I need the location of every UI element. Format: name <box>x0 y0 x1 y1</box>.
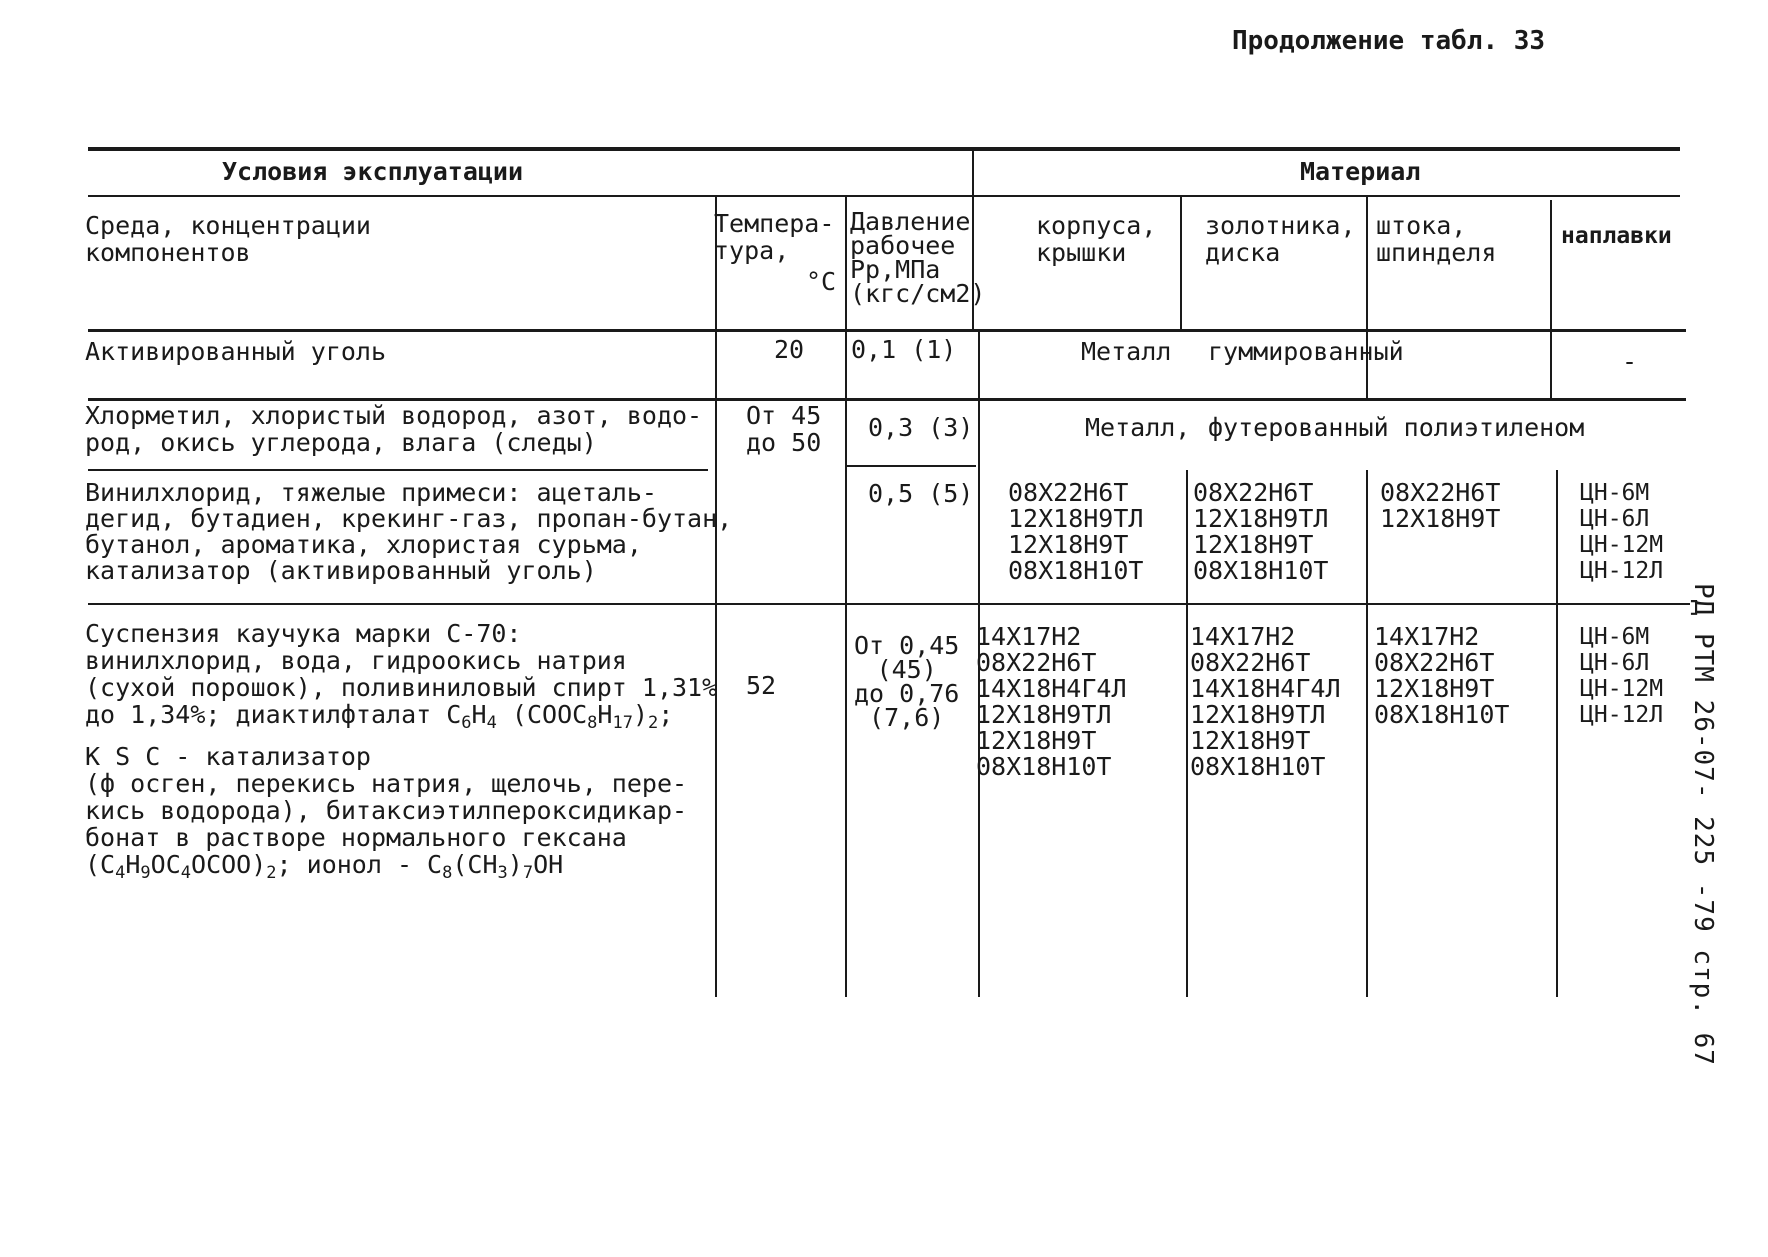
row4-overlay: ЦН-6М ЦН-6Л ЦН-12М ЦН-12Л <box>1580 624 1664 728</box>
row2-material-left: Металл, <box>1085 413 1191 442</box>
row2-temperature: От 45 до 50 <box>746 401 822 457</box>
page-header: Продолжение табл. 33 <box>1232 26 1546 56</box>
side-stamp: РД РТМ 26-07- 225 -79 стр. 67 <box>1688 583 1718 1066</box>
row1-overlay: - <box>1622 347 1638 376</box>
row4-temperature: 52 <box>746 671 777 700</box>
header-body: корпуса, крышки <box>1036 211 1157 267</box>
header-overlay: наплавки <box>1561 223 1672 249</box>
row3-overlay: ЦН-6М ЦН-6Л ЦН-12М ЦН-12Л <box>1580 480 1664 584</box>
row3-stem: 08Х22Н6Т 12Х18Н9Т <box>1380 478 1501 533</box>
row4-medium: Суспензия каучука марки С-70: винилхлорид, вода, гидроокись натрия (сухой порошок), поливиниловый спирт 1,31% до 1,34%; диактилфталат $C_6H_4$ $(COOC_8H_{17})_2$; K S C - катализатор (ф осген, перекись натрия, щелочь, пере- кись водорода), битаксиэтилпероксидикар- бонат в растворе нормального гексана $(C_4H_9OC_4OCOO)_2$; ионол - $C_8(CH_3)_7OH$ <box>85 619 718 883</box>
col-line-stem-lower <box>1366 470 1368 997</box>
row3-pressure: 0,5 (5) <box>868 479 974 508</box>
col-line-overlay <box>1550 200 1552 400</box>
header-bottom-rule <box>88 329 1686 332</box>
col-line-disc <box>1180 195 1182 330</box>
header-medium: Среда, концентрации компонентов <box>85 211 371 267</box>
header-conditions: Условия эксплуатации <box>222 157 524 186</box>
row1-medium: Активированный уголь <box>85 337 387 366</box>
header-stem: штока, шпинделя <box>1376 211 1497 267</box>
row2-medium: Хлорметил, хлористый водород, азот, водо- род, окись углерода, влага (следы) <box>85 401 703 457</box>
col-line-stem <box>1366 195 1368 400</box>
row3-body: 08Х22Н6Т 12Х18Н9ТЛ 12Х18Н9Т 08Х18Н10Т <box>1008 478 1144 585</box>
row4-body: 14Х17Н2 08Х22Н6Т 14Х18Н4Г4Л 12Х18Н9ТЛ 12Х18Н9Т 08Х18Н10Т <box>976 622 1127 781</box>
col-line-pressure <box>845 195 847 997</box>
header-temperature: Темпера- тура, <box>714 209 835 265</box>
table-top-rule <box>88 147 1680 151</box>
row2-medium-rule <box>88 469 708 471</box>
header-material: Материал <box>1300 157 1421 186</box>
col-line-disc-lower <box>1186 470 1188 997</box>
col-line-overlay-lower <box>1556 470 1558 997</box>
row4-disc: 14Х17Н2 08Х22Н6Т 14Х18Н4Г4Л 12Х18Н9ТЛ 12Х18Н9Т 08Х18Н10Т <box>1190 622 1341 781</box>
row1-temperature: 20 <box>774 335 805 364</box>
row4-stem: 14Х17Н2 08Х22Н6Т 12Х18Н9Т 08Х18Н10Т <box>1374 622 1510 729</box>
row3-medium: Винилхлорид, тяжелые примеси: ацеталь- дегид, бутадиен, крекинг-газ, пропан-бутан, бутанол, ароматика, хлористая сурьма, катализатор (активированный уголь) <box>85 478 733 585</box>
row4-pressure: От 0,45 (45) до 0,76 (7,6) <box>854 631 960 732</box>
row2-material-right: футерованный полиэтиленом <box>1208 413 1585 442</box>
row1-pressure: 0,1 (1) <box>851 335 957 364</box>
header-temperature-unit: °C <box>806 267 837 296</box>
header-pressure: Давление рабочее Pр,МПа (кгс/см2) <box>850 207 986 308</box>
row2-pressure-rule <box>846 465 976 467</box>
header-divider <box>88 195 1680 197</box>
row3-disc: 08Х22Н6Т 12Х18Н9ТЛ 12Х18Н9Т 08Х18Н10Т <box>1193 478 1329 585</box>
row3-bottom-rule <box>88 603 1690 605</box>
header-disc: золотника, диска <box>1205 211 1356 267</box>
row4-medium-part1: Суспензия каучука марки С-70: винилхлорид, вода, гидроокись натрия (сухой порошок), поливиниловый спирт 1,31% до 1,34%; диактилфталат C <box>85 619 718 729</box>
row4-medium-part2: K S C - катализатор (ф осген, перекись натрия, щелочь, пере- кись водорода), битаксиэтилпероксидикар- бонат в растворе нормального гексана (C <box>85 742 688 879</box>
row2-pressure: 0,3 (3) <box>868 413 974 442</box>
row1-material-left: Металл <box>1081 337 1172 366</box>
row1-material-right: гуммированный <box>1208 337 1404 366</box>
